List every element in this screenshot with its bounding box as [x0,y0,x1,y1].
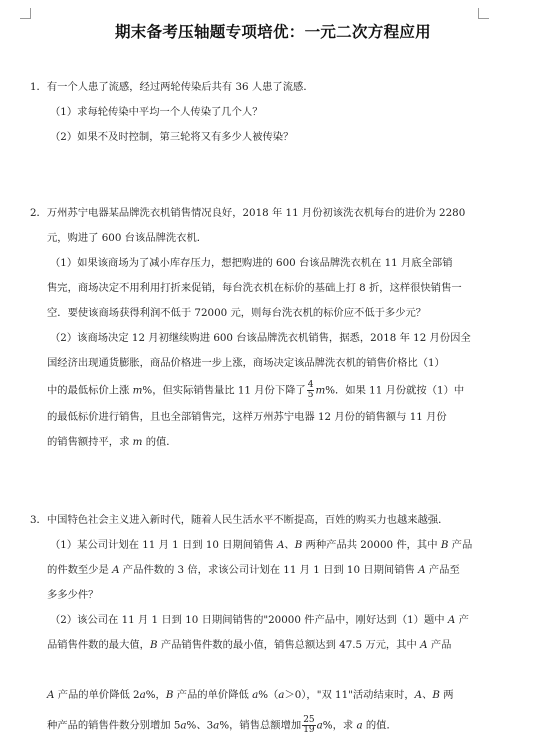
q3-line-6-text-c: 产品 [427,639,452,651]
fraction-numerator: 25 [303,715,315,725]
corner-mark-right [478,8,489,19]
q2-line-8-text-a: 中的最低标价上涨 [47,384,133,397]
q3-line-8-text-g: 两 [439,689,454,701]
q2-line-1: 2．万州苏宁电器某品牌洗衣机销售情况良好，2018 年 11 月份初该洗衣机每台的进价为 2280 [30,207,466,219]
q3-line-8-text-c: 产品的单价降低 [173,689,253,701]
q3-line-9-text-a: 种产品的销售件数分别增加 5 [47,719,181,732]
variable-a: a [316,719,323,732]
variable-A: A [447,614,456,626]
variable-B: B [432,689,440,701]
q2-line-8-text-b: %，但实际销售量比 11 月份下降了 [142,384,306,397]
variable-A: A [112,564,120,576]
variable-a: a [356,719,363,732]
q3-line-6-text-a: 品销售件数的最大值， [47,639,150,651]
q2-line-10-text-a: 的销售额持平，求 [47,436,133,448]
q3-line-8-text-b: %， [145,689,166,701]
q3-line-6 [47,638,451,652]
variable-A: A [418,564,426,576]
page-title: 期末备考压轴题专项培优：一元二次方程应用 [114,22,431,41]
q3-line-5-text-b: 产 [455,614,469,626]
corner-mark-left [20,8,31,19]
q1-part2: （2）如果不及时控制，第三轮将又有多少人被传染？ [50,131,294,143]
q3-line-4: 多多少件？ [47,589,99,601]
q3-line-2-text-b: 、 [284,539,295,551]
q3-line-2-text-c: 两种产品共 20000 件，其中 [302,539,441,551]
variable-a: a [278,689,285,701]
q3-line-5 [50,613,469,627]
q1-stem: 1．有一个人患了流感，经过两轮传染后共有 36 人患了流感． [30,81,314,93]
q2-line-3: （1）如果该商场为了减小库存压力，想把购进的 600 台该品牌洗衣机在 11 月底全部销 [50,257,453,269]
q3-line-9-text-d: %，求 [322,719,357,732]
q3-line-2-text-a: （1）某公司计划在 11 月 1 日到 10 日期间销售 [50,539,277,551]
fraction-four-fifths [307,381,315,400]
fraction-numerator: 4 [307,380,314,390]
q2-line-8-text-c: %．如果 11 月份就按（1）中 [325,384,465,397]
q3-line-8-text-e: ＞0），"双 11"活动结束时， [284,689,415,701]
variable-m: m [132,436,143,448]
variable-a: a [213,719,220,732]
q2-line-8 [47,381,464,400]
fraction-denominator: 19 [303,725,315,735]
q2-line-6: （2）该商场决定 12 月初继续购进 600 台该品牌洗衣机销售，据悉，2018 年 12 月份因全 [50,332,471,344]
q3-line-8-text-f: 、 [422,689,433,701]
variable-B: B [165,689,174,701]
fraction-25-19 [302,716,315,735]
q3-line-3-text-a: 的件数至少是 [47,564,113,576]
variable-a: a [252,689,259,701]
variable-m: m [132,384,143,397]
q3-line-9-text-e: 的值． [362,719,397,732]
q3-line-1: 3．中国特色社会主义进入新时代，随着人民生活水平不断提高，百姓的购买力也越来越强． [30,514,449,526]
q3-line-8-text-d: %（ [258,689,279,701]
q2-line-9: 的最低标价进行销售，且也全部销售完，这样万州苏宁电器 12 月份的销售额与 11 月份 [47,411,447,423]
variable-A: A [414,689,423,701]
q3-line-8 [47,688,454,702]
variable-A: A [47,689,55,701]
variable-B: B [440,539,449,551]
q1-part1: （1）求每轮传染中平均一个人传染了几个人？ [50,106,263,118]
q3-line-3-text-b: 产品件数的 3 倍，求该公司计划在 11 月 1 日到 10 日期间销售 [119,564,419,576]
q3-line-8-text-a: 产品的单价降低 2 [54,689,140,701]
variable-a: a [180,719,187,732]
q3-line-6-text-b: 产品销售件数的最小值，销售总额达到 47.5 万元，其中 [157,639,421,651]
q2-line-10-text-b: 的值． [142,436,177,448]
variable-m: m [315,384,326,397]
q3-line-2-text-d: 产品 [448,539,473,551]
q3-line-9-text-c: %，销售总额增加 [219,719,302,732]
q3-line-3-text-c: 产品至 [425,564,460,576]
q2-line-4: 售完，商场决定不用利用打折来促销，每台洗衣机在标价的基础上打 8 折，这样很快销售一 [47,282,462,294]
q2-line-7: 国经济出现通货膨胀，商品价格进一步上涨，商场决定该品牌洗衣机的销售价格比（1） [47,357,445,369]
q2-line-10 [47,435,177,449]
variable-A: A [276,539,285,551]
variable-A: A [420,639,428,651]
q3-line-5-text-a: （2）该公司在 11 月 1 日到 10 日期间销售的"20000 件产品中，刚好达到（1）题中 [50,614,448,626]
q2-line-2: 元，购进了 600 台该品牌洗衣机． [47,232,208,244]
q3-line-9 [47,716,397,735]
q2-line-5: 空．要使该商场获得利润不低于 72000 元，则每台洗衣机的标价应不低于多少元？ [47,307,427,319]
q3-line-3 [47,563,460,577]
variable-a: a [139,689,146,701]
q3-line-9-text-b: %、3 [186,719,214,732]
q3-line-2 [50,538,472,552]
variable-B: B [294,539,303,551]
variable-B: B [149,639,158,651]
fraction-denominator: 5 [307,390,314,400]
